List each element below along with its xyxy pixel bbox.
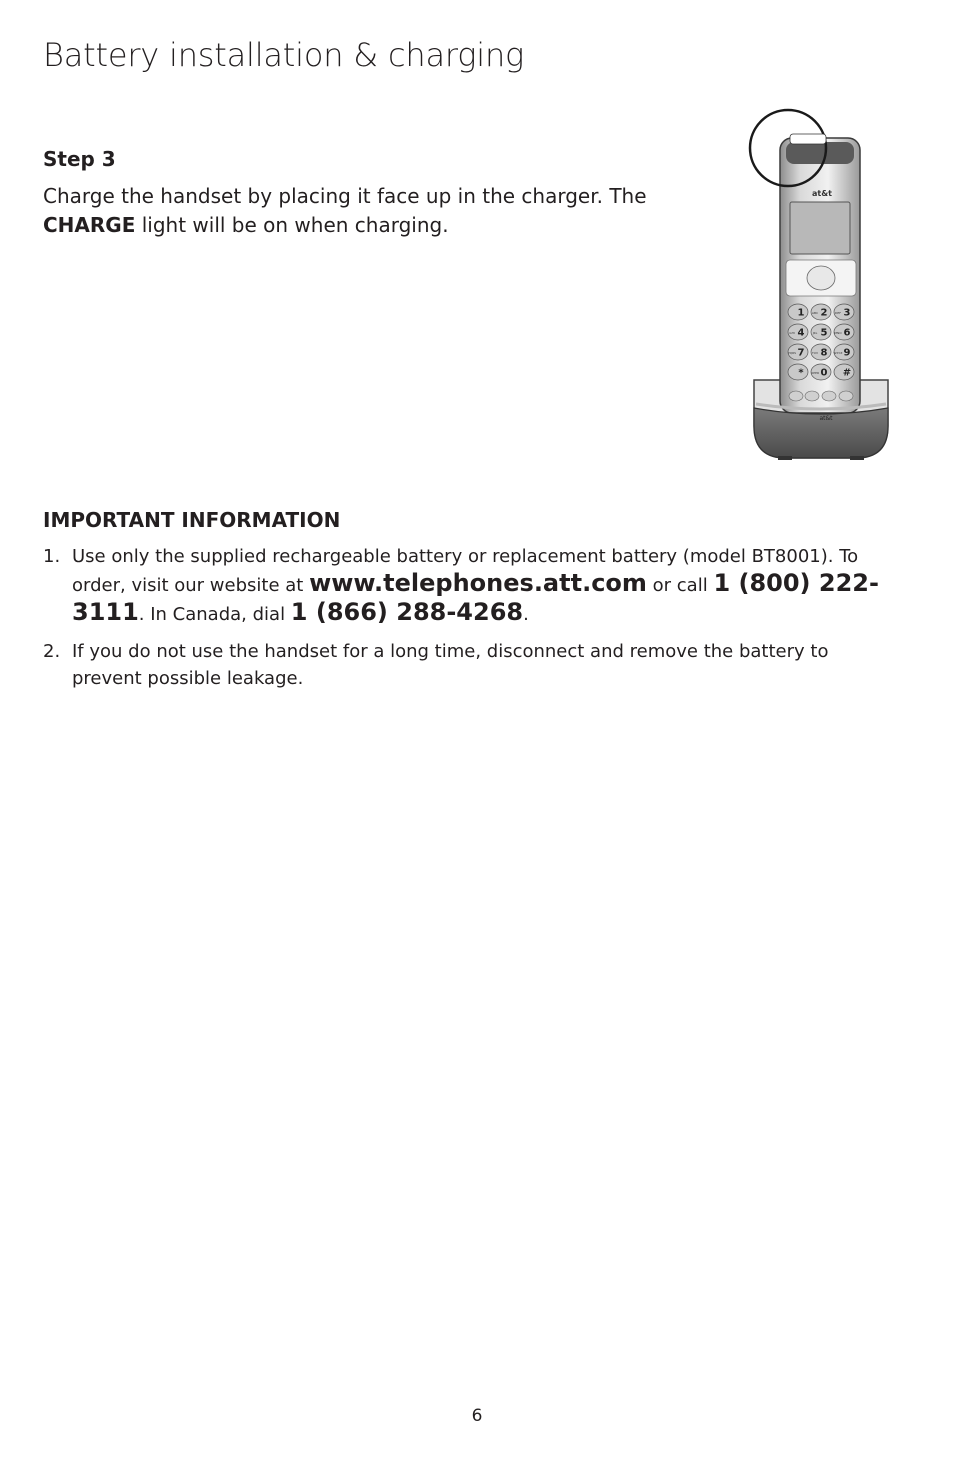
important-info-heading: IMPORTANT INFORMATION (43, 508, 341, 532)
canada-phone-number: 1 (866) 288-4268 (290, 598, 524, 626)
keypad-digit: 5 (820, 327, 828, 339)
step-text-before: Charge the handset by placing it face up in the charger. The (43, 184, 647, 208)
keypad-letters: JKL (812, 331, 818, 335)
charge-keyword: CHARGE (43, 213, 136, 237)
item-text: . In Canada, dial (138, 604, 291, 625)
item-text: or call (646, 575, 714, 596)
page-number: 6 (471, 1406, 483, 1426)
keypad-letters: TUV (811, 351, 819, 355)
keypad-digit: 7 (797, 347, 805, 359)
keypad-digit: 0 (820, 367, 828, 379)
keypad-digit: * (798, 367, 804, 379)
item-text: Use only the supplied rechargeable battery or replacement battery (model BT8001). To order, visit our website at (72, 546, 859, 596)
list-item (43, 543, 895, 628)
cradle-logo: at&t (819, 415, 833, 422)
handset-in-charger-illustration (746, 108, 894, 462)
item-text: . (523, 604, 529, 625)
keypad-digit: 1 (797, 307, 805, 319)
keypad-digit: 3 (843, 307, 851, 319)
keypad-letters: MNO (834, 331, 842, 335)
website-link[interactable]: www.telephones.att.com (309, 569, 647, 597)
list-item-number: 1. (43, 546, 61, 567)
keypad-digit: 9 (843, 347, 851, 359)
keypad-digit: 6 (843, 327, 851, 339)
keypad-letters: DEF (835, 311, 841, 315)
us-phone-number: 1 (800) 222-3111 (72, 569, 879, 626)
brand-logo: at&t (811, 189, 833, 198)
keypad-letters: OPER (810, 371, 820, 375)
page-title: Battery installation & charging (43, 36, 525, 74)
item-text: If you do not use the handset for a long time, disconnect and remove the battery to prevent possible leakage. (72, 641, 829, 689)
keypad-letters: ABC (811, 311, 819, 315)
list-item-number: 2. (43, 641, 61, 662)
keypad-digit: 2 (820, 307, 828, 319)
keypad-digit: 8 (820, 347, 828, 359)
keypad-digit: 4 (797, 327, 805, 339)
keypad-letters: PQRS (787, 351, 797, 355)
step-heading: Step 3 (43, 147, 116, 171)
important-info-list (43, 543, 895, 702)
list-item (43, 638, 895, 692)
keypad-letters: GHI (789, 331, 795, 335)
keypad-digit: # (842, 367, 852, 379)
keypad-letters: WXYZ (833, 351, 843, 355)
step-instructions (43, 182, 713, 240)
step-text-after: light will be on when charging. (135, 213, 449, 237)
